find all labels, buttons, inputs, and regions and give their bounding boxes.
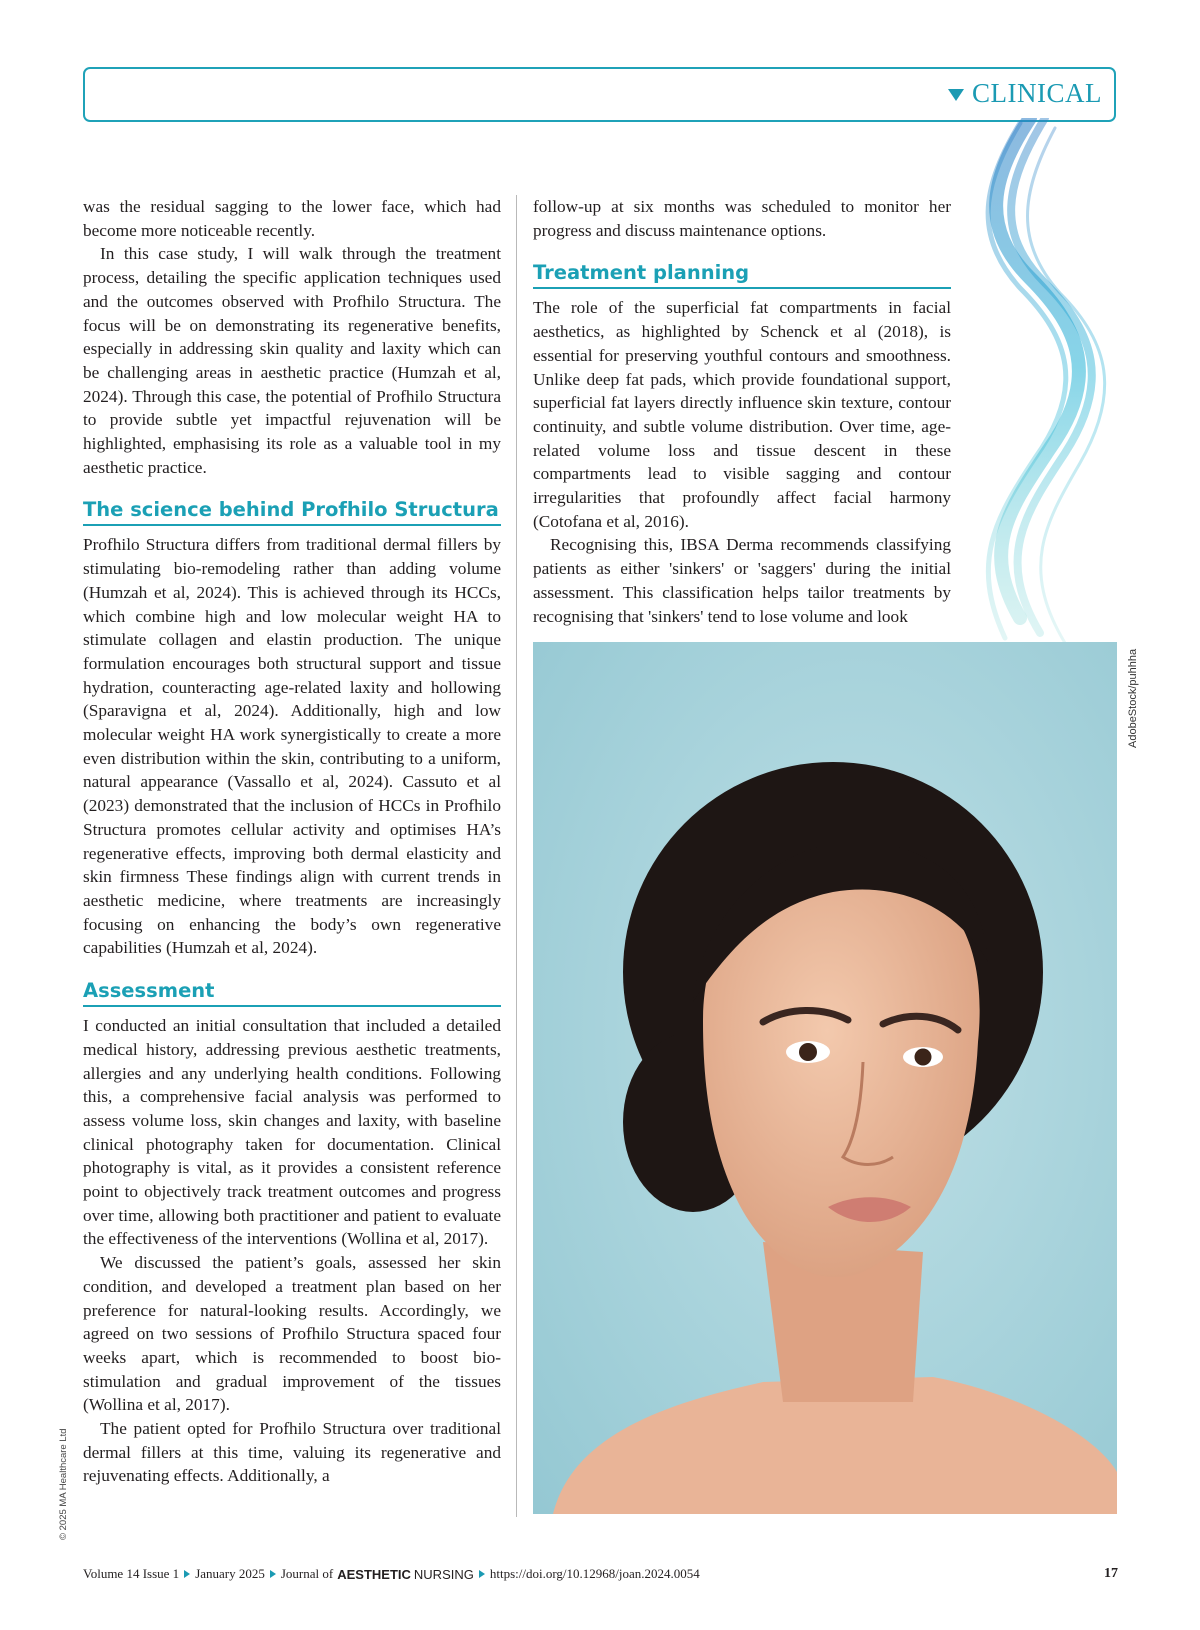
portrait-illustration [533,642,1117,1514]
footer-journal-rest: NURSING [413,1566,474,1582]
paragraph: Profhilo Structura differs from traditional dermal fillers by stimulating bio-remodeling rather than adding volume (Humzah et al, 2024). This is achieved through its HCCs, which combine high and low molecular weight HA to stimulate collagen and elastin production. The unique formulation encourages both structural support and tissue hydration, counteracting age-related laxity and hollowing (Sparavigna et al, 2024). Additionally, high and low molecular weight HA work synergistically to create a more even distribution within the skin, contributing to a uniform, natural appearance (Vassallo et al, 2024). Cassuto et al (2023) demonstrated that the inclusion of HCCs in Profhilo Structura promotes cellular activity and optimises HA’s regenerative effects, improving both dermal elasticity and skin firmness These findings align with current trends in aesthetic medicine, where treatments are increasingly focusing on enhancing the body’s own regenerative capabilities (Humzah et al, 2024). [83,535,501,958]
arrow-right-icon [184,1570,190,1578]
arrow-right-icon [270,1570,276,1578]
paragraph: Recognising this, IBSA Derma recommends classifying patients as either 'sinkers' or 'saggers' during the initial assessment. This classification helps tailor treatments by recognising that 'sinkers' tend to lose volume and look [533,535,951,626]
footer-journal-prefix: Journal of [280,1566,334,1581]
heading-treatment-planning: Treatment planning [533,260,951,289]
footer-doi-link[interactable]: https://doi.org/10.12968/joan.2024.0054 [489,1566,700,1581]
photo-credit: AdobeStock/puhhha [1127,648,1139,748]
paragraph: The patient opted for Profhilo Structura over traditional dermal fillers at this time, valuing its regenerative and rejuvenating effects. Additionally, a [83,1419,501,1486]
right-column [533,195,951,628]
page-footer [83,1566,1118,1582]
decorative-wave-ribbon [960,118,1150,648]
left-column [83,195,501,1488]
section-label-text: CLINICAL [972,78,1102,108]
heading-science: The science behind Profhilo Structura [83,497,501,526]
footer-date: January 2025 [195,1566,265,1581]
footer-journal-bold: AESTHETIC [337,1566,411,1582]
paragraph: I conducted an initial consultation that included a detailed medical history, addressing previous aesthetic treatments, allergies and any underlying health conditions. Following this, a comprehensive facial analysis was performed to assess volume loss, skin changes and laxity, with baseline clinical photography taken for documentation. Clinical photography is vital, as it provides a consistent reference point to objectively track treatment outcomes and progress over time, allowing both practitioner and patient to evaluate the effectiveness of the interventions (Wollina et al, 2017). [83,1016,501,1249]
heading-assessment: Assessment [83,978,501,1007]
page-number: 17 [1104,1566,1118,1581]
paragraph: follow-up at six months was scheduled to monitor her progress and discuss maintenance options. [533,197,951,240]
paragraph: We discussed the patient’s goals, assessed her skin condition, and developed a treatment plan based on her preference for natural-looking results. Accordingly, we agreed on two sessions of Profhilo Structura spaced four weeks apart, which is recommended to boost bio-stimulation and gradual improvement of the tissues (Wollina et al, 2017). [83,1253,501,1415]
arrow-right-icon [479,1570,485,1578]
paragraph: The role of the superficial fat compartments in facial aesthetics, as highlighted by Schenck et al (2018), is essential for preserving youthful contours and smoothness. Unlike deep fat pads, which provide foundational support, superficial fat layers directly influence skin texture, contour continuity, and subtle volume distribution. Over time, age-related volume loss and tissue descent in these compartments lead to visible sagging and contour irregularities that profoundly affect facial harmony (Cotofana et al, 2016). [533,298,951,531]
section-header-box [83,67,1116,122]
footer-volume: Volume 14 Issue 1 [83,1566,180,1581]
section-label [948,78,1102,109]
paragraph: was the residual sagging to the lower face, which had become more noticeable recently. [83,197,501,240]
portrait-photo [533,642,1117,1514]
column-divider [516,195,517,1517]
paragraph: In this case study, I will walk through the treatment process, detailing the specific application techniques used and the outcomes observed with Profhilo Structura. The focus will be on demonstrating its regenerative benefits, especially in addressing skin quality and laxity which can be challenging areas in aesthetic practice (Humzah et al, 2024). Through this case, the potential of Profhilo Structura to provide subtle yet impactful rejuvenation will be highlighted, emphasising its role as a valuable tool in my aesthetic practice. [83,244,501,477]
copyright-note: © 2025 MA Healthcare Ltd [58,1428,69,1540]
triangle-down-icon [948,89,964,101]
